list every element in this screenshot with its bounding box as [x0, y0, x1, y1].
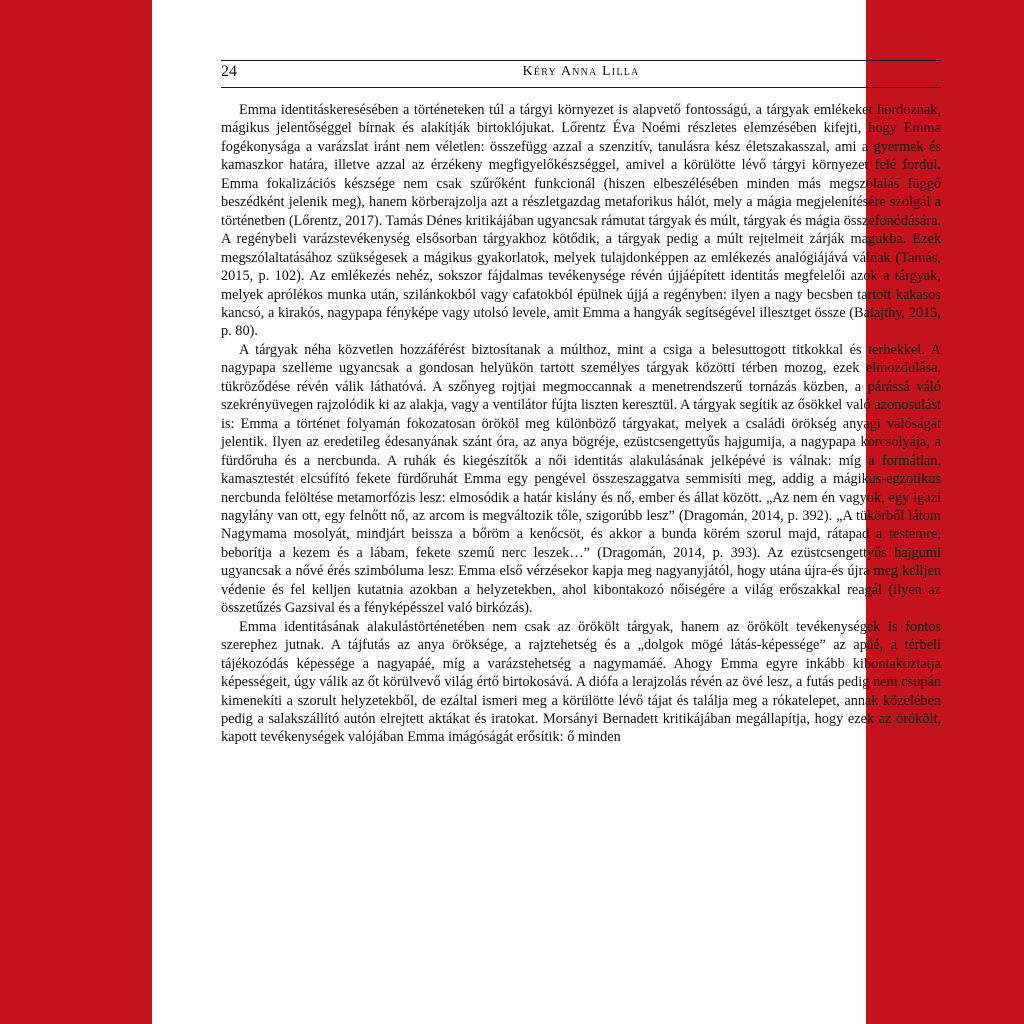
running-head-author: Kéry Anna Lilla [522, 64, 640, 79]
paragraph-3: Emma identitásának alakulástörténetében nem csak az örökölt tárgyak, hanem az örökölt tevékenységek is fontos szerephez jutnak. A tájfutás az anya öröksége, a rajztehetség és a „dolgok mögé látás-képessége” az apáé, a térbeli tájékozódás képessége a nagyapáé, míg a varázstehetség a nagymamáé. Ahogy Emma egyre inkább kibontakoztatja képességeit, úgy válik az őt körülvevő világ értő birtokosává. A diófa a lerajzolás révén az övé lesz, a futás pedig nem csupán kimenekíti a szorult helyzetekből, de ezáltal ismeri meg a körülötte lévő tájat és találja meg a rókatelepet, annak közelében pedig a salakszállító autón elrejtett aktákat és iratokat. Morsányi Bernadett kritikájában megállapítja, hogy ezek az örökölt, kapott tevékenységek valójában Emma imágóságát erősítik: ő minden [221, 618, 941, 746]
book-page [152, 0, 941, 1024]
paragraph-2: A tárgyak néha közvetlen hozzáférést biztosítanak a múlthoz, mint a csiga a belesuttogott titkokkal és terhekkel. A nagypapa szelleme ugyancsak a gondosan helyükön tartott személyes tárgyak közötti térben mozog, ezek elmozdulása, tükröződése révén válik láthatóvá. A szőnyeg rojtjai megmoccannak a menetrendszerű tornázás közben, a párássá váló szekrényüvegen rajzolódik ki az alakja, vagy a ventilátor fújta liszten keresztül. A tárgyak segítik az ősökkel való azonosulást is: Emma a történet folyamán fokozatosan örököl meg különböző tárgyakat, melyek a családi örökség anyagi valóságát jelentik. Ilyen az eredetileg édesanyának szánt óra, az anya bögréje, ezüstcsengettyűs hajgumija, a nagypapa korcsolyája, a fürdőruha és a nercbunda. A ruhák és kiegészítők a női identitás alakulásának jelképévé is válnak: míg a formátlan, kamasztestét elcsúfító fekete fürdőruhát Emma egy pengével összeszaggatva semmisíti meg, addig a mágikus-egzotikus nercbunda felöltése metamorfózis lesz: elmosódik a határ kislány és nő, ember és állat között. „Az nem én vagyok, egy igazi nagylány van ott, egy felnőtt nő, az arcom is megváltozik tőle, szigorúbb lesz” (Dragomán, 2014, p. 392). „A tükörből látom Nagymama mosolyát, mindjárt beissza a bőröm a kenőcsöt, és akkor a bunda körém szorul majd, rátapad a testemre, beborítja a kezem és a lábam, fekete szemű nerc leszek…” (Dragomán, 2014, p. 393). Az ezüstcsengettyűs hajgumi ugyancsak a nővé érés szimbóluma lesz: Emma első vérzésekor kapja meg nagyanyjától, hogy utána újra-és újra meg kelljen védenie és fel kelljen kutatnia azokban a helyzetekben, ahol kibontakozó nőiségére a világ erőszakkal reagál (ilyen az összetűzés Gazsival és a fényképésszel való birkózás). [221, 341, 941, 617]
paragraph-1: Emma identitáskeresésében a történeteken túl a tárgyi környezet is alapvető fontosságú, a tárgyak emlékeket hordoznak, mágikus jelentőséggel bírnak és alakítják birtoklójukat. Lőrentz Éva Noémi részletes elemzésében kifejti, hogy Emma fogékonysága a varázslat iránt nem véletlen: összefügg azzal a szenzitív, tanulásra kész életszakasszal, ami a gyermek és kamaszkor határa, illetve azzal az érzékeny megfigyelőkészséggel, amivel a körülötte lévő tárgyi környezet felé fordul. Emma fokalizációs készsége nem csak szűrőként funkcionál (hiszen elbeszélésében minden más megszólalás függő beszédként jelenik meg), hanem körberajzolja azt a részletgazdag metaforikus hálót, mely a mágia megjelenítésére szolgál a történetben (Lőrentz, 2017). Tamás Dénes kritikájában ugyancsak rámutat tárgyak és múlt, tárgyak és mágia összefonódására. A regénybeli varázstevékenység elsősorban tárgyakhoz kötődik, a tárgyak pedig a múlt rejtelmeit zárják magukba. Ezek megszólaltatásához szükségesek a mágikus gyakorlatok, melyek tulajdonképpen az emlékezés analógiájává válnak (Tamás, 2015, p. 102). Az emlékezés nehéz, sokszor fájdalmas tevékenysége révén újjáépített identitás megfelelői azok a tárgyak, melyek aprólékos munka után, szilánkokból vagy cafatokból épülnek újjá a regényben: ilyen a nagy becsben tartott kakasos kancsó, a kirakós, nagypapa fényképe vagy utolsó levele, amit Emma a hangyák segítségével illesztget össze (Balajthy, 2015, p. 80). [221, 102, 941, 340]
page-number: 24 [221, 63, 237, 80]
header-rule-bottom [221, 87, 941, 88]
body-text [221, 101, 941, 747]
header-rule-top [221, 60, 941, 61]
